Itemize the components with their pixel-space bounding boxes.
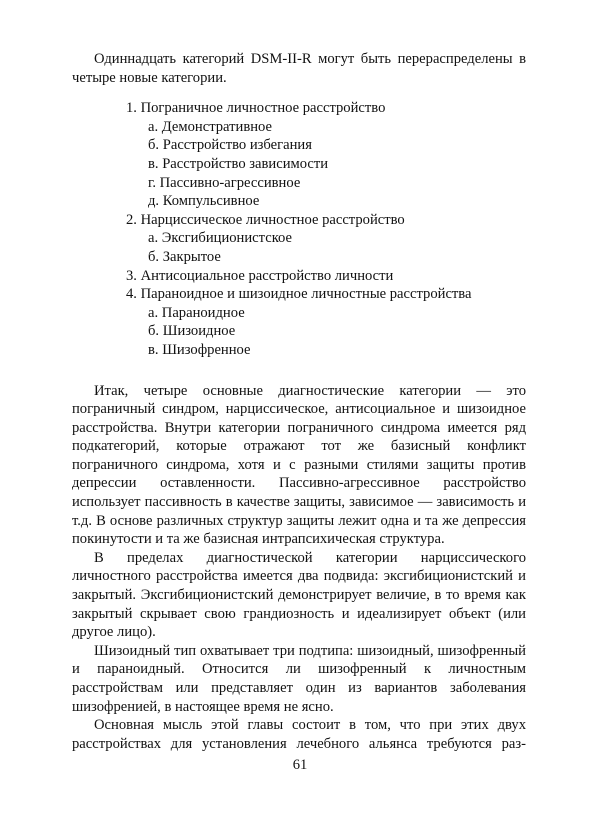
subcategory-item: в. Шизофренное xyxy=(148,341,251,358)
subcategory-item: б. Шизоидное xyxy=(148,323,236,340)
subcategory-item: б. Расстройство избегания xyxy=(148,137,312,154)
body-paragraph: В пределах диагностической категории нарциссического личностного расстройства имеется два подвида: эксгибиционистский и закрытый. Эксгибиционистский демонстрирует величие, в то время как закрытый скрывает свою грандиозность и идеализирует объект (или другое лицо). xyxy=(72,549,526,641)
category-item xyxy=(126,285,526,359)
subcategory-list xyxy=(148,304,526,360)
category-label: 4. Параноидное и шизоидное личностные расстройства xyxy=(126,286,472,303)
category-label: 2. Нарциссическое личностное расстройство xyxy=(126,211,405,228)
subcategory-list xyxy=(148,118,526,211)
page-body xyxy=(72,50,526,753)
subcategory-item: б. Закрытое xyxy=(148,248,221,265)
category-label: 3. Антисоциальное расстройство личности xyxy=(126,267,394,284)
subcategory-item: а. Демонстративное xyxy=(148,118,272,135)
intro-paragraph: Одиннадцать категорий DSM-II-R могут быть перераспределены в четыре новые категории. xyxy=(72,51,526,86)
subcategory-item: а. Параноидное xyxy=(148,304,245,321)
category-list xyxy=(126,99,526,359)
category-item xyxy=(126,267,526,286)
subcategory-item: в. Расстройство зависимости xyxy=(148,155,329,172)
subcategory-item: д. Компульсивное xyxy=(148,193,260,210)
body-paragraph: Основная мысль этой главы состоит в том, что при этих двух расстройствах для установления лечебного альянса требуются раз- xyxy=(72,717,526,752)
subcategory-item: г. Пассивно-агрессивное xyxy=(148,174,301,191)
subcategory-list xyxy=(148,229,526,266)
category-label: 1. Пограничное личностное расстройство xyxy=(126,100,386,117)
subcategory-item: а. Эксгибиционистское xyxy=(148,230,292,247)
body-paragraph: Итак, четыре основные диагностические категории — это пограничный синдром, нарциссическое, антисоциальное и шизоидное расстройства. Внутри категории пограничного синдрома имеется ряд подкатегорий, которые отражают тот же базисный конфликт пограничного синдрома, хотя и с разными стилями защиты против депрессии оставленности. Пассивно-агрессивное расстройство использует пассивность в качестве защиты, зависимое — зависимость и т.д. В основе различных структур защиты лежит одна и та же депрессия покинутости и та же базисная интрапсихическая структура. xyxy=(72,382,526,548)
body-paragraph: Шизоидный тип охватывает три подтипа: шизоидный, шизофренный и параноидный. Относится ли шизофренный к личностным расстройствам или представляет один из вариантов заболевания шизофренией, в настоящее время не ясно. xyxy=(72,642,526,715)
category-item xyxy=(126,211,526,267)
page-number: 61 xyxy=(292,757,308,773)
category-item xyxy=(126,99,526,211)
